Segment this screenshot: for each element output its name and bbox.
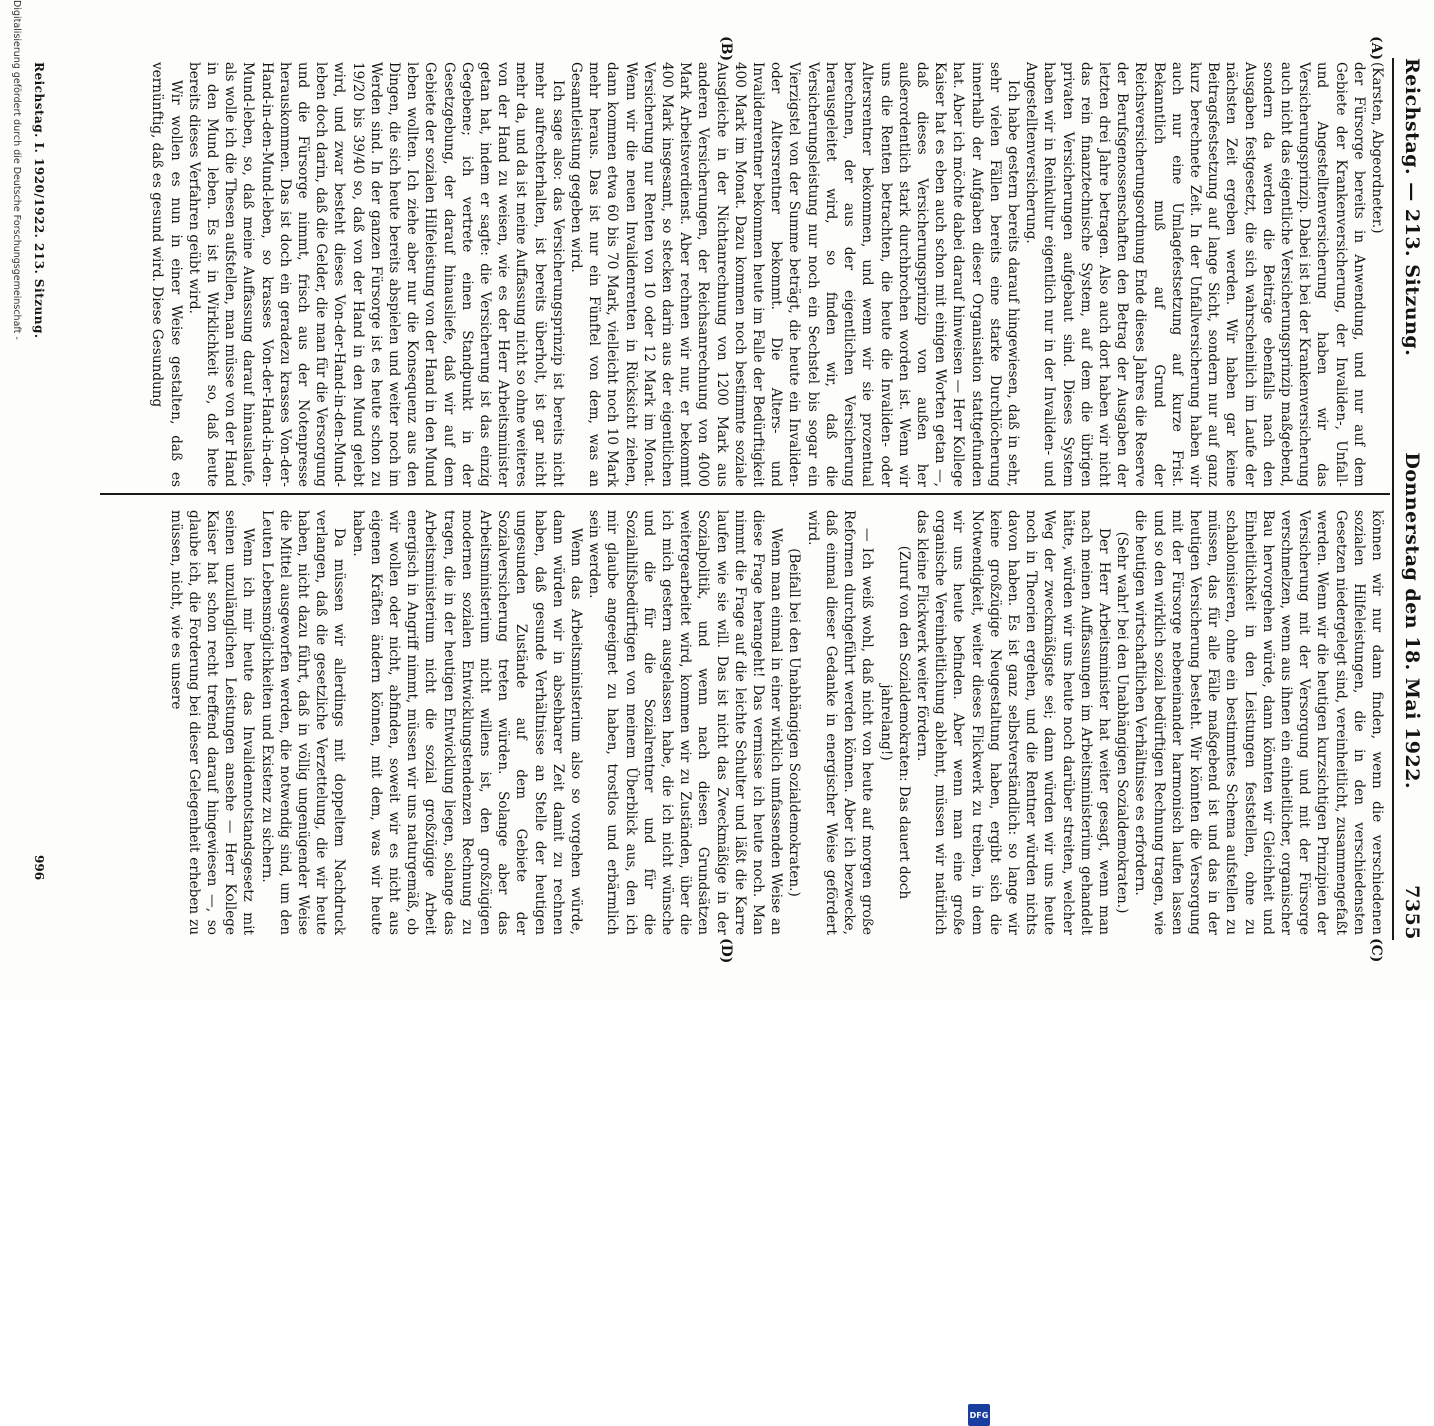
margin-letter-b: (B) <box>718 36 734 62</box>
left-column <box>148 62 1386 487</box>
page-header <box>1398 58 1426 940</box>
paragraph: (Karsten, Abgeordneter.) <box>1369 62 1385 234</box>
column-divider <box>100 493 1390 495</box>
dfg-logo: DFG <box>968 1404 990 1426</box>
page-footer: Reichstag. I. 1920/1922. 213. Sitzung. <box>32 62 46 339</box>
paragraph: Der Herr Arbeitsminister hat weiter gesagt, wenn man nach meinen Auffassungen im Arbeitsministerium gehandelt hätte, würden wir uns heute noch darüber streiten, welcher Weg der zweckmäßigste sei; dann würden wir uns heute noch in Theorien ergehen, und die Rentner würden nichts davon haben. Es ist ganz selbstverständlich: so lange wir keine großzügige Neugestaltung haben, ergibt sich die Notwendigkeit, weiter dieses Flickwerk zu treiben, in dem wir uns heute befinden. Aber wenn man eine große organische Vereinheitlichung ablehnt, müssen wir natürlich das kleine Flickwerk weiter fördern. <box>913 510 1112 935</box>
paragraph: — Ich weiß wohl, daß nicht von heute auf morgen große Reformen durchgeführt werden können. Aber ich bezwecke, daß einmal dieser Gedanke in energischer Weise gefördert wird. <box>804 510 876 935</box>
header-left: Reichstag. — 213. Sitzung. <box>1401 58 1423 357</box>
footer-page-number: 996 <box>32 855 46 881</box>
paragraph: Ich sage also: das Versicherungsprinzip ist bereits nicht mehr aufrechterhalten, ist bereits überholt, ist gar nicht mehr da, und da ist meine Auffassung nicht so ohne weiteres von der Hand zu weisen, wie es der Herr Arbeitsminister getan hat, indem er sagte: die Versicherung ist das einzig Gegebene; ich vertrete einen Standpunkt in der Gesetzgebung, der darauf hinausliefe, daß wir auf dem Gebiete der sozialen Hilfeleistung von der Hand in den Mund leben wollten. Ich ziehe aber nur die Konsequenz aus den Dingen, die sich heute bereits abspielen und weiter noch im Werden sind. In der ganzen Fürsorge ist es heute schon zu 19/20 bis 39/40 so, daß von der Hand in den Mund gelebt wird, und zwar besteht dieses Von-der-Hand-in-den-Mund-leben doch darin, daß die Gelder, die man für die Versorgung und die Fürsorge nimmt, frisch aus der Notenpresse herauskommen. Das ist doch ein geradezu krasses Von-der-Hand-in-den-Mund-leben, so krasses Von-der-Hand-in-den-Mund-leben, so, daß meine Auffassung darauf hinauslaufe, als wolle ich die Thesen aufstellen, man müsse von der Hand in den Mund leben. Es ist in Wirklichkeit so, daß heute bereits dieses Verfahren geübt wird. <box>185 62 566 487</box>
paragraph: Wenn das Arbeitsministerium also so vorgehen würde, dann würden wir in absehbarer Zeit damit zu rechnen haben, daß gesunde Verhältnisse an Stelle der heutigen ungesunden Zustände auf dem Gebiete der Sozialversicherung treten würden. Solange aber das Arbeitsministerium nicht willens ist, den großzügigen modernen sozialen Entwicklungstendenzen Rechnung zu tragen, die in der heutigen Entwicklung liegen, solange das Arbeitsministerium nicht die sozial großzügige Arbeit energisch in Angriff nimmt, müssen wir uns naturgemäß, ob wir wollen oder nicht, abfinden, soweit wir es nicht aus eigenen Kräften ändern können, mit dem, was wir heute haben. <box>349 510 585 935</box>
paragraph: Wenn ich mir heute das Invalidennotstandsgesetz mit seinen unzulänglichen Leistungen ansehe — Herr Kollege Kaiser hat schon recht treffend darauf hingewiesen —, so glaube ich, die Forderung bei dieser Gelegenheit erheben zu müssen, nicht, wie es unsere <box>167 510 257 935</box>
paragraph: Ich habe gestern bereits darauf hingewiesen, daß in sehr, sehr vielen Fällen bereits eine starke Durchlöcherung innerhalb der Aufgaben dieser Organisation stattgefunden hat. Aber ich möchte dabei darauf hinweisen — Herr Kollege Kaiser hat es eben auch schon mit einigen Worten getan —, daß dieses Versicherungsprinzip von außen her außerordentlich stark durchbrochen worden ist. Wenn wir uns die Renten betrachten, die heute die Invaliden- oder Altersrentner bekommen, und wenn wir sie prozentual berechnen, der aus der eigentlichen Versicherung herausgeleitet wird, so finden wir, daß die Versicherungsleistung nur noch ein Sechstel bis sogar ein Vierzigstel von der Summe beträgt, die heute ein Invaliden- oder Altersrentner bekommt. Die Alters- und Invalidenrentner bekommen heute im Falle der Bedürftigkeit 400 Mark im Monat. Dazu kommen noch bestimmte soziale Ausgleiche in der Nichtanrechnung von 1200 Mark aus anderen Versicherungen, der Reichsanrechnung von 4000 Mark Arbeitsverdienst. Aber rechnen wir nur, er bekommt 400 Mark insgesamt, so stecken darin aus der eigentlichen Versicherung nur Renten von 10 oder 12 Mark im Monat. Wenn wir die neuen Invalidenrenten in Rücksicht ziehen, dann kommen etwa 60 bis 70 Mark, vielleicht noch 10 Mark mehr heraus. Das ist nur ein Fünftel von dem, was an Gesamtleistung gegeben wird. <box>568 62 1021 487</box>
margin-letter-a: (A) <box>1368 36 1384 61</box>
paragraph: Da müssen wir allerdings mit doppeltem Nachdruck verlangen, daß die gesetzliche Verzettelung, die wir heute haben, nicht dazu führt, daß in völlig ungenügender Weise die Mittel ausgeworfen werden, die notwendig sind, um den Leuten Lebensmöglichkeiten und Existenz zu sichern. <box>258 510 348 935</box>
paragraph: können wir nur dann finden, wenn die verschiedenen sozialen Hilfeleistungen, die in den verschiedensten Gesetzen niedergelegt sind, vereinheitlicht, zusammengefaßt werden. Wenn wir die heutigen kurzsichtigen Prinzipien der Versicherung mit der Versorgung und mit der Fürsorge verschmelzen, wenn aus ihnen ein einheitlicher, organischer Bau hervorgehen würde, dann könnten wir Gleichheit und Einheitlichkeit in den Leistungen feststellen, ohne zu schablonisieren, ohne ein bestimmtes Schema aufstellen zu müssen, das für alle Fälle maßgebend ist und das in der heutigen Versicherung besteht. Wir könnten die Versorgung mit der Fürsorge nebeneinander harmonisch laufen lassen und so den wirklich sozial bedürftigen Rechnung tragen, wie die heutigen wirtschaftlichen Verhältnisse es erfordern. <box>1132 510 1385 935</box>
right-column <box>166 510 1386 935</box>
margin-letter-c: (C) <box>1368 938 1384 963</box>
header-center: Donnerstag den 18. Mai 1922. <box>1401 452 1423 790</box>
paragraph: (Beifall bei den Unabhängigen Sozialdemokraten.) <box>786 548 803 897</box>
paragraph: Wir wollen es nun in einer Weise gestalten, daß es vernünftig, daß es gesund wird. Diese Gesundung <box>149 62 184 487</box>
paragraph: Wenn man einmal in einer wirklich umfassenden Weise an diese Frage herangeht! Das vermisse ich heute noch. Man nimmt die Frage auf die leichte Schulter und läßt die Karre laufen wie sie will. Das ist nicht das Zweckmäßige in der Sozialpolitik, und wenn nach diesen Grundsätzen weitergearbeitet wird, kommen wir zu Zuständen, über die ich mich gestern ausgelassen habe, die ich nicht wünsche und die für die Sozialrentner und für die Sozialhilfsbedürftigen von meinem Überblick aus, den ich mir glaube angeeignet zu haben, trostlos und erbärmlich sein werden. <box>586 510 785 935</box>
header-rule <box>1392 58 1394 940</box>
digitization-note: Digitalisierung gefördert durch die Deutsche Forschungsgemeinschaft - <box>11 0 22 340</box>
paragraph: (Zuruf von den Sozialdemokraten: Das dauert doch jahrelang!) <box>877 545 912 900</box>
paragraph: der Fürsorge bereits in Anwendung, und nur auf dem Gebiete der Krankenversicherung, der Invaliden-, Unfall- und Angestelltenversicherung haben wir das Versicherungsprinzip. Dabei ist bei der Krankenversicherung auch nicht das eigentliche Versicherungsprinzip maßgebend, sondern da werden die Beiträge ebenfalls nach den Ausgaben festgesetzt, die sich wahrscheinlich im Laufe der nächsten Zeit ergeben werden. Wir haben gar keine Beitragsfestsetzung auf lange Sicht, sondern nur auf ganz kurz berechnete Zeit. In der Unfallversicherung haben wir auch nur eine Umlagefestsetzung auf kurze Frist. Bekanntlich muß auf Grund der Reichsversicherungsordnung Ende dieses Jahres die Reserve der Berufsgenossenschaften den Betrag der Ausgaben der letzten drei Jahre betragen. Also auch dort haben wir nicht das rein finanztechnische System, auf dem die übrigen privaten Versicherungen aufgebaut sind. Dieses System haben wir in Reinkultur eigentlich nur in der Invaliden- und Angestelltenversicherung. <box>1023 62 1367 487</box>
paragraph: (Sehr wahr! bei den Unabhängigen Sozialdemokraten.) <box>1114 531 1131 914</box>
header-page-number: 7355 <box>1401 885 1423 940</box>
margin-letter-d: (D) <box>718 938 734 964</box>
